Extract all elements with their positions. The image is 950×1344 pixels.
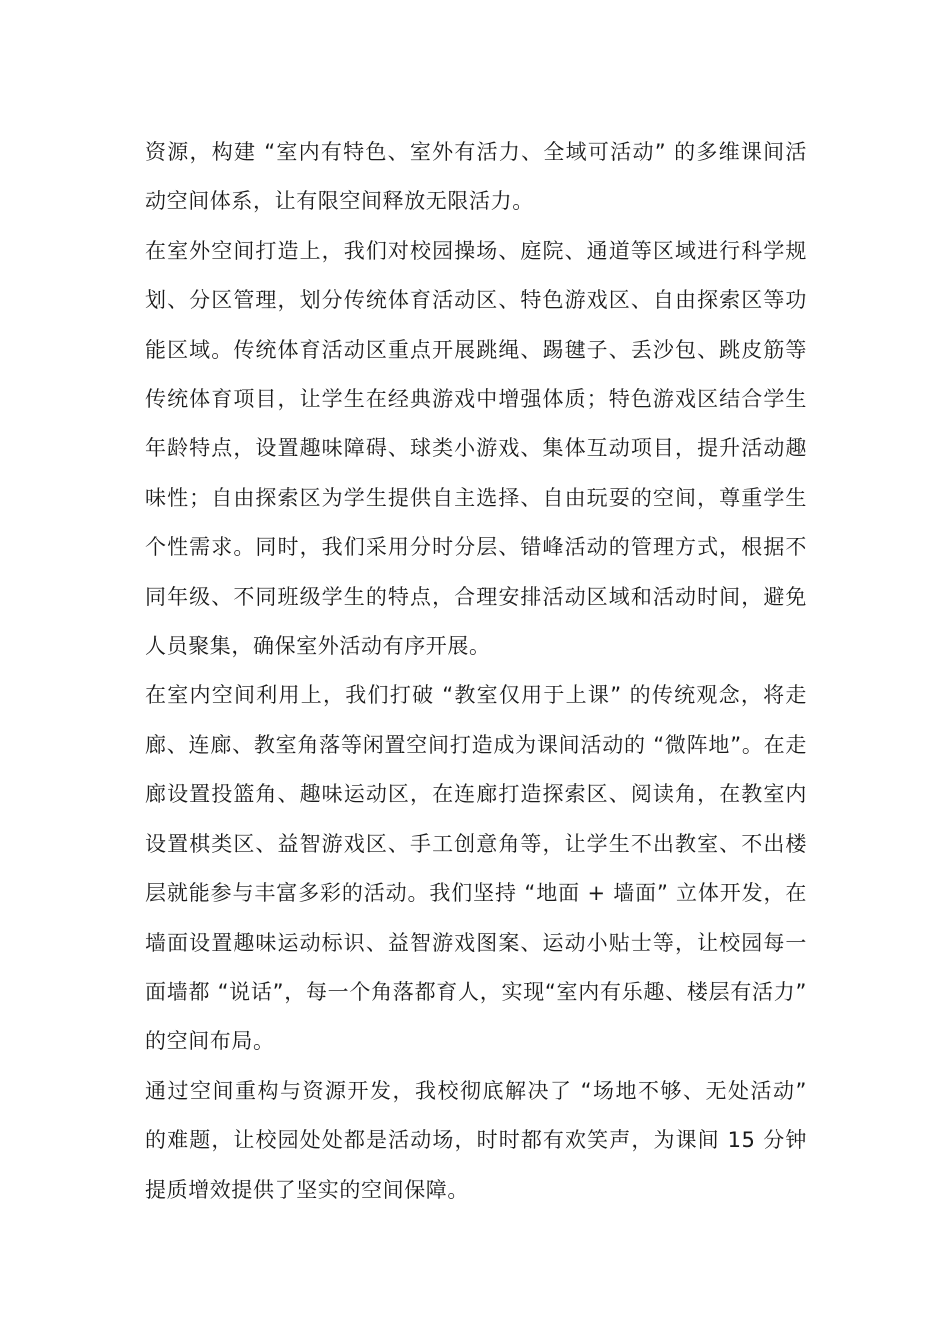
paragraph-conclusion: 通过空间重构与资源开发，我校彻底解决了 “场地不够、无处活动” 的难题，让校园处处都是活动场，时时都有欢笑声，为课间 15 分钟提质增效提供了坚实的空间保障。: [145, 1078, 807, 1202]
paragraph-outdoor-space: 在室外空间打造上，我们对校园操场、庭院、通道等区域进行科学规划、分区管理，划分传统体育活动区、特色游戏区、自由探索区等功能区域。传统体育活动区重点开展跳绳、踢毽子、丢沙包、跳皮筋等传统体育项目，让学生在经典游戏中增强体质；特色游戏区结合学生年龄特点，设置趣味障碍、球类小游戏、集体互动项目，提升活动趣味性；自由探索区为学生提供自主选择、自由玩耍的空间，尊重学生个性需求。同时，我们采用分时分层、错峰活动的管理方式，根据不同年级、不同班级学生的特点，合理安排活动区域和活动时间，避免人员聚集，确保室外活动有序开展。: [145, 238, 807, 659]
paragraph-space-system: 资源，构建 “室内有特色、室外有活力、全域可活动” 的多维课间活动空间体系，让有限空间释放无限活力。: [145, 140, 807, 214]
paragraph-indoor-space: 在室内空间利用上，我们打破 “教室仅用于上课” 的传统观念，将走廊、连廊、教室角落等闲置空间打造成为课间活动的 “微阵地”。在走廊设置投篮角、趣味运动区，在连廊打造探索区、阅读角，在教室内设置棋类区、益智游戏区、手工创意角等，让学生不出教室、不出楼层就能参与丰富多彩的活动。我们坚持 “地面 + 墙面” 立体开发，在墙面设置趣味运动标识、益智游戏图案、运动小贴士等，让校园每一面墙都 “说话”，每一个角落都育人，实现“室内有乐趣、楼层有活力” 的空间布局。: [145, 683, 807, 1054]
body-text: [145, 128, 807, 1215]
